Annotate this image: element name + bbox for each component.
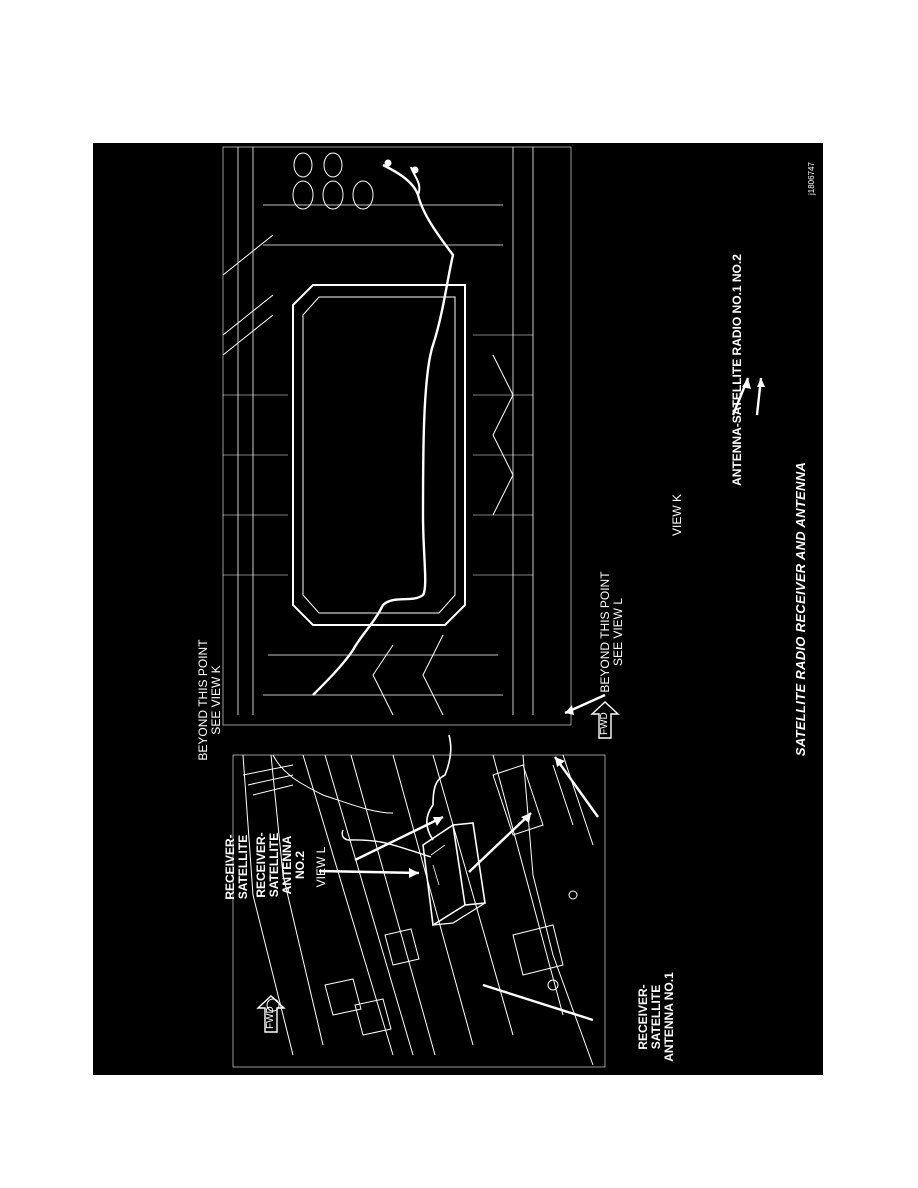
callout-beyond-see-view-k: BEYOND THIS POINT SEE VIEW K (196, 639, 223, 761)
view-k-label: VIEW K (670, 494, 684, 537)
view-l-label: VIEW L (314, 846, 328, 888)
fwd-label-view-k: FWD (599, 712, 610, 735)
line-art (93, 143, 823, 1075)
figure-caption: SATELLITE RADIO RECEIVER AND ANTENNA (793, 461, 808, 757)
callout-antenna-no1: RECEIVER- SATELLITE ANTENNA NO.1 (636, 972, 676, 1062)
callout-beyond-see-view-l: BEYOND THIS POINT SEE VIEW L (598, 571, 625, 693)
callout-receiver-satellite: RECEIVER- SATELLITE (223, 834, 250, 900)
callout-antenna-satellite-radio: ANTENNA-SATELLITE RADIO NO.1 NO.2 (730, 254, 744, 486)
callout-antenna-no2: RECEIVER- SATELLITE ANTENNA NO.2 (254, 832, 307, 898)
rotated-figure (93, 143, 823, 1075)
view-k-drawing (223, 147, 571, 725)
figure-frame (93, 143, 823, 1075)
figure-id: j1806747 (807, 162, 816, 195)
fwd-label-view-l: FWD (265, 1006, 276, 1029)
